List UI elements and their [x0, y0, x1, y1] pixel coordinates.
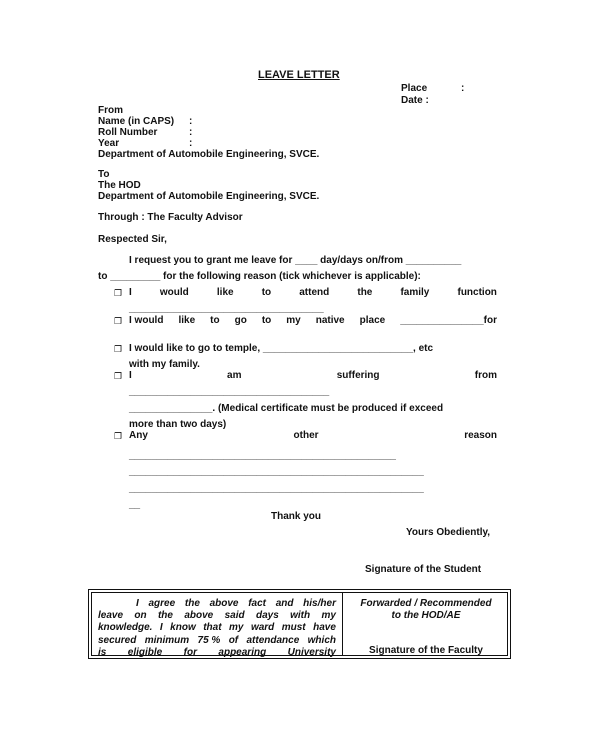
- reason-5-blank-1: ________________________________________________: [129, 450, 396, 461]
- place-colon: :: [461, 83, 465, 94]
- faculty-signature: Signature of the Faculty: [369, 645, 483, 656]
- advisor-box-inner: [91, 592, 508, 656]
- advisor-statement: I agree the above fact and his/her leave on the above said days with my knowledge. I know that my ward must have secured minimum 75 % of attendance which is eligible for appearing University: [98, 598, 336, 658]
- reason-1-blank: ___________________________________: [129, 303, 324, 314]
- checkbox-icon[interactable]: ❐: [114, 288, 123, 298]
- roll-colon: :: [189, 127, 193, 138]
- advisor-box: [88, 589, 511, 659]
- body-line-1: I request you to grant me leave for ____ day/days on/from __________: [129, 255, 462, 266]
- thank-you: Thank you: [271, 511, 322, 522]
- checkbox-icon[interactable]: ❐: [114, 344, 123, 354]
- checkbox-icon[interactable]: ❐: [114, 431, 123, 441]
- to-recipient: The HOD: [98, 180, 141, 191]
- to-label: To: [98, 169, 110, 180]
- reason-5-blank-4: __: [129, 499, 141, 510]
- student-signature: Signature of the Student: [365, 564, 482, 575]
- salutation: Respected Sir,: [98, 234, 167, 245]
- reason-4-line-3: more than two days): [129, 419, 227, 430]
- to-department: Department of Automobile Engineering, SVCE.: [98, 191, 320, 202]
- checkbox-icon[interactable]: ❐: [114, 371, 123, 381]
- from-label: From: [98, 105, 123, 116]
- closing: Yours Obediently,: [406, 527, 491, 538]
- reason-4-line: I am suffering from: [129, 370, 497, 381]
- body-line-2: to _________ for the following reason (tick whichever is applicable):: [98, 271, 421, 282]
- reason-1-line: I would like to attend the family function: [129, 287, 497, 298]
- page-title: LEAVE LETTER: [258, 69, 340, 81]
- reason-2-line: I would like to go to my native place _______________for: [129, 315, 497, 326]
- place-label: Place: [401, 83, 428, 94]
- year-colon: :: [189, 138, 193, 149]
- reason-3-line-1: I would like to go to temple, ___________________________, etc: [129, 343, 434, 354]
- reason-4-blank: ____________________________________: [129, 386, 330, 397]
- date-label: Date :: [401, 95, 429, 106]
- checkbox-icon[interactable]: ❐: [114, 316, 123, 326]
- reason-3-line-2: with my family.: [129, 359, 200, 370]
- reason-5-line: Any other reason: [129, 430, 497, 441]
- name-colon: :: [189, 116, 193, 127]
- through-line: Through : The Faculty Advisor: [98, 212, 243, 223]
- forward-text: Forwarded / Recommended to the HOD/AE: [360, 598, 492, 622]
- reason-4-line-2: _______________. (Medical certificate must be produced if exceed: [129, 403, 444, 414]
- box-divider: [342, 593, 343, 655]
- roll-label: Roll Number: [98, 127, 158, 138]
- from-department: Department of Automobile Engineering, SVCE.: [98, 149, 320, 160]
- reason-5-blank-2: _____________________________________________________: [129, 466, 424, 477]
- name-label: Name (in CAPS): [98, 116, 175, 127]
- year-label: Year: [98, 138, 120, 149]
- reason-5-blank-3: _____________________________________________________: [129, 483, 424, 494]
